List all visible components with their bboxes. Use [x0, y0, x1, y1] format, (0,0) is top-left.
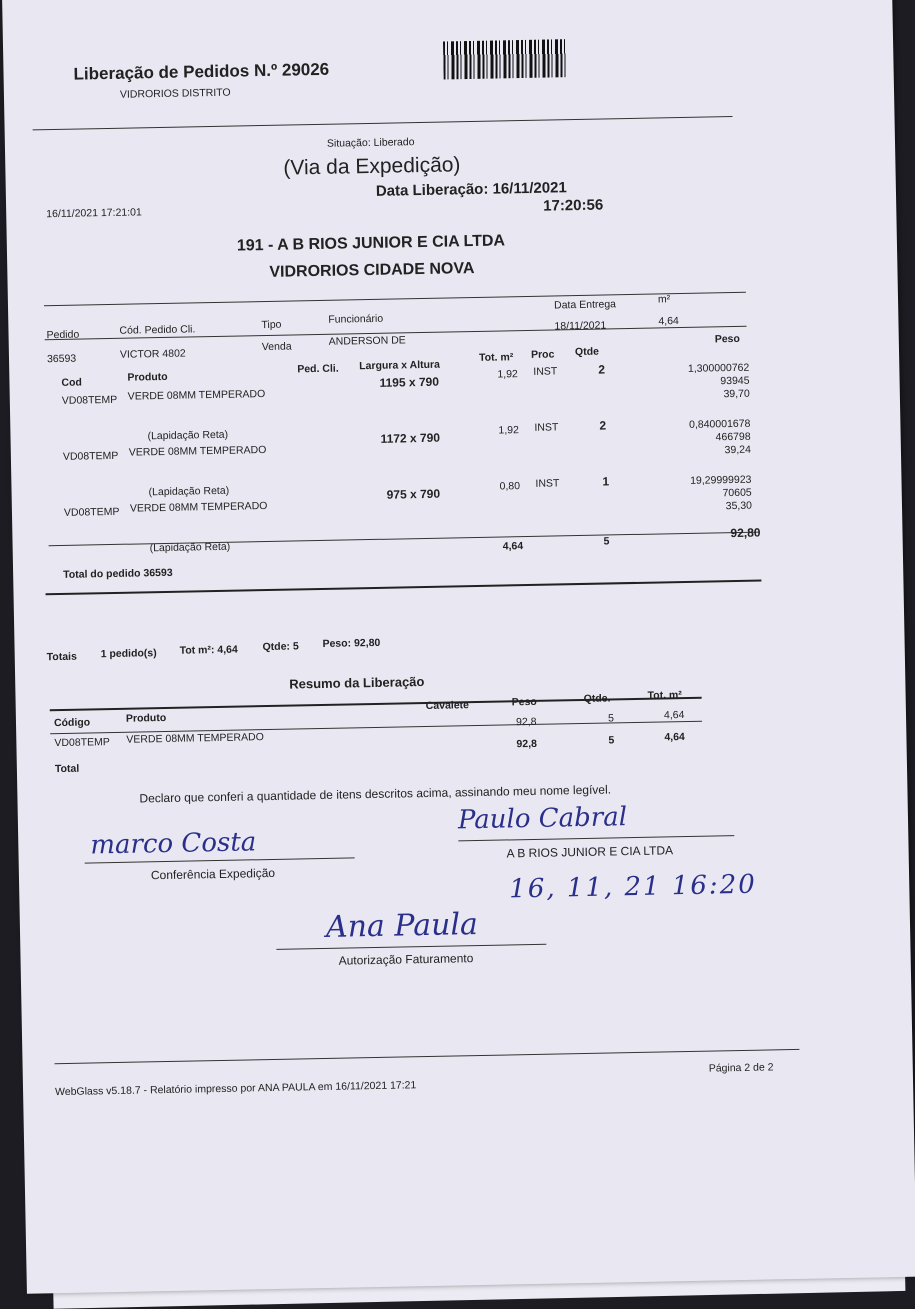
footer-left: WebGlass v5.18.7 - Relatório impresso por ANA PAULA em 16/11/2021 17:21 [54, 1079, 417, 1099]
divider [33, 116, 733, 130]
totals-qtde: Qtde: 5 [262, 640, 299, 654]
item-cod: VD08TEMP [63, 505, 120, 519]
totals-label: Totais [46, 650, 78, 664]
summary-row-codigo: VD08TEMP [54, 736, 110, 750]
summary-total-qtde: 5 [608, 734, 615, 747]
item-qtde: 2 [599, 418, 607, 433]
company-name: VIDRORIOS DISTRITO [119, 86, 231, 101]
item-peso: 0,840001678 [688, 417, 751, 431]
order-m2: 4,64 [658, 315, 679, 328]
print-datetime: 16/11/2021 17:21:01 [46, 206, 142, 221]
item-note: (Lapidação Reta) [147, 428, 229, 443]
handwritten-date: 16, 11, 21 16:20 [508, 869, 758, 905]
item-peso: 93945 [720, 374, 750, 388]
item-produto: VERDE 08MM TEMPERADO [129, 500, 268, 515]
col-data-entrega: Data Entrega [553, 298, 617, 312]
signature-line [276, 944, 546, 950]
col-pedido: Pedido [46, 328, 80, 342]
divider [55, 1049, 800, 1064]
item-peso: 35,30 [725, 499, 753, 513]
client-store: VIDRORIOS CIDADE NOVA [269, 259, 475, 281]
col-cod-pedido: Cód. Pedido Cli. [119, 323, 196, 337]
summary-col-cavalete: Cavalete [425, 699, 470, 712]
divider [44, 292, 746, 306]
via-label: (Via da Expedição) [283, 153, 461, 180]
col-m2: m² [657, 293, 671, 306]
item-tot-m2: 1,92 [497, 368, 518, 381]
order-total-qtde: 5 [603, 535, 610, 548]
release-date: Data Liberação: 16/11/2021 [375, 179, 567, 200]
totals-m2: Tot m²: 4,64 [179, 643, 238, 657]
order-total-m2: 4,64 [502, 540, 524, 553]
summary-row-peso: 92,8 [515, 715, 537, 729]
signature-client: Paulo Cabral [457, 802, 628, 836]
totals-peso: Peso: 92,80 [322, 636, 381, 650]
order-data-entrega: 18/11/2021 [554, 319, 607, 333]
summary-col-qtde: Qtde. [583, 692, 611, 705]
item-dims: 975 x 790 [386, 486, 441, 502]
col-proc: Proc [530, 348, 555, 361]
conferencia-label: Conferência Expedição [150, 865, 276, 883]
col-cod: Cod [61, 376, 83, 389]
item-peso: 1,300000762 [687, 361, 750, 375]
col-peso: Peso [714, 332, 740, 346]
col-tot-m2: Tot. m² [478, 351, 514, 364]
summary-row-produto: VERDE 08MM TEMPERADO [126, 731, 264, 746]
summary-col-peso: Peso [511, 695, 537, 709]
barcode [443, 39, 568, 79]
order-total-label: Total do pedido 36593 [63, 566, 173, 581]
summary-total-label: Total [54, 762, 80, 776]
client-name: 191 - A B RIOS JUNIOR E CIA LTDA [236, 232, 506, 255]
item-produto: VERDE 08MM TEMPERADO [127, 388, 266, 403]
item-proc: INST [535, 477, 560, 490]
summary-title: Resumo da Liberação [289, 674, 425, 692]
order-pedido: 36593 [46, 352, 77, 366]
item-note: (Lapidação Reta) [149, 540, 231, 555]
declaration-text: Declaro que conferi a quantidade de itens descritos acima, assinando meu nome legível. [139, 782, 612, 806]
item-peso: 39,24 [724, 443, 752, 457]
order-cod-pedido: VICTOR 4802 [119, 347, 186, 361]
item-qtde: 1 [602, 474, 610, 489]
autorizacao-label: Autorização Faturamento [338, 951, 474, 968]
summary-col-produto: Produto [125, 711, 167, 725]
item-note: (Lapidação Reta) [148, 484, 230, 499]
signature-conferencia: marco Costa [90, 827, 257, 861]
item-produto: VERDE 08MM TEMPERADO [128, 444, 267, 459]
item-cod: VD08TEMP [62, 449, 119, 463]
item-proc: INST [533, 365, 558, 378]
item-tot-m2: 1,92 [498, 424, 520, 437]
order-tipo: Venda [261, 340, 292, 354]
summary-row-m2: 4,64 [663, 709, 685, 722]
item-cod: VD08TEMP [61, 393, 118, 407]
item-peso: 19,29999923 [690, 473, 752, 487]
item-tot-m2: 0,80 [499, 480, 521, 493]
col-funcionario: Funcionário [328, 312, 384, 326]
item-peso: 466798 [715, 430, 751, 444]
item-proc: INST [534, 421, 559, 434]
col-produto: Produto [127, 370, 168, 384]
report-title: Liberação de Pedidos N.º 29026 [73, 59, 330, 84]
client-label: A B RIOS JUNIOR E CIA LTDA [506, 843, 674, 861]
order-total-peso: 92,80 [730, 525, 761, 541]
col-ped-cli: Ped. Cli. [297, 362, 339, 376]
signature-line [458, 835, 734, 841]
footer-page-number: Página 2 de 2 [708, 1061, 774, 1075]
item-qtde: 2 [598, 362, 606, 377]
release-time: 17:20:56 [543, 196, 604, 215]
document-page [2, 0, 915, 1294]
status-text: Situação: Liberado [326, 136, 415, 150]
col-largura-altura: Largura x Altura [359, 358, 441, 373]
totals-pedidos: 1 pedido(s) [100, 647, 157, 661]
col-tipo: Tipo [261, 318, 282, 332]
summary-total-m2: 4,64 [664, 731, 685, 744]
divider [46, 580, 762, 596]
signature-autorizacao: Ana Paula [325, 907, 479, 945]
summary-col-tot-m2: Tot. m² [647, 689, 682, 702]
summary-col-codigo: Código [53, 716, 91, 730]
item-peso: 39,70 [723, 387, 750, 401]
col-qtde: Qtde [574, 345, 600, 359]
summary-row-qtde: 5 [607, 712, 614, 725]
item-peso: 70605 [722, 486, 752, 500]
order-funcionario: ANDERSON DE [328, 334, 406, 348]
item-dims: 1195 x 790 [379, 374, 440, 390]
summary-total-peso: 92,8 [516, 737, 538, 751]
item-dims: 1172 x 790 [380, 430, 441, 446]
